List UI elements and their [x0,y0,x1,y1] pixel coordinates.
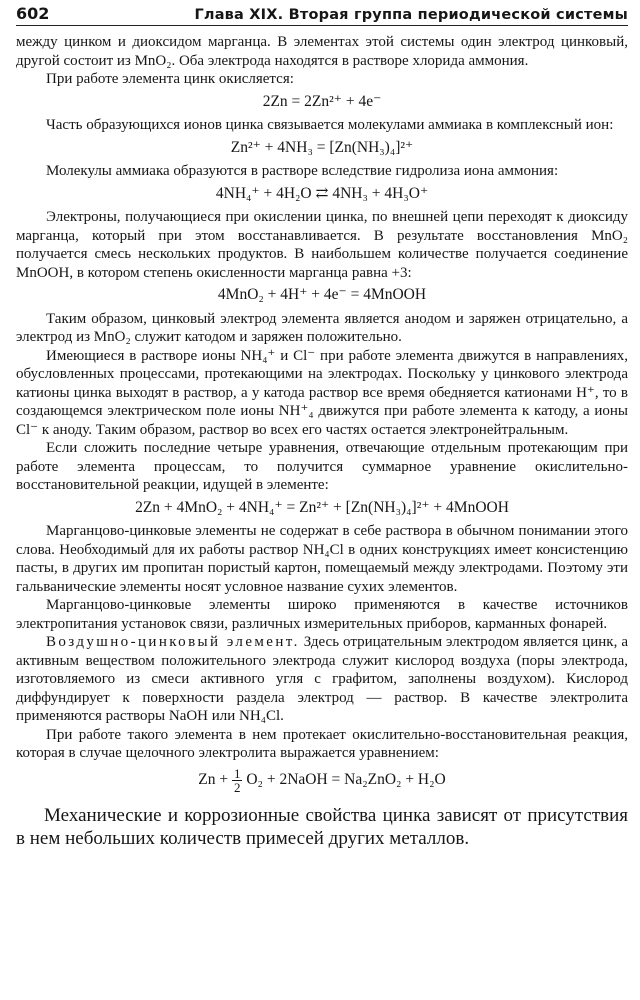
page-number: 602 [16,4,50,23]
large-print-paragraph: Механические и коррозионные свойства цинка зависят от присутствия в нем небольших количеств примесей других металлов. [16,804,628,849]
page-header [16,4,628,26]
equation-overall-reaction: 2Zn + 4MnO₂ + 4NH₄⁺ = Zn²⁺ + [Zn(NH₃)₄]²⁺ + 4MnOOH [135,498,509,516]
paragraph: При работе такого элемента в нем протекает окислительно-восстановительная реакция, которая в случае щелочного электролита выражается уравнением: [16,726,628,761]
paragraph: Если сложить последние четыре уравнения, отвечающие отдельным протекающим при работе элемента процессам, то получится суммарное уравнение окислительно-восстановительной реакции, идущей в элементе: [16,440,628,493]
paragraph: между цинком и диоксидом марганца. В элементах этой системы один электрод цинковый, другой состоит из MnO₂. Оба электрода находятся в растворе хлорида аммония. [16,34,628,69]
paragraph: Электроны, получающиеся при окислении цинка, по внешней цепи переходят к диоксиду марганца, который при этом восстанавливается. В результате восстановления MnO₂ получается смесь нескольких продуктов. В наибольшем количестве получается соединение MnOOH, в котором степень окисленности марганца равна +3: [16,209,628,281]
equation-part: Zn + [198,770,229,788]
chapter-title: Глава XIX. Вторая группа периодической системы [194,7,628,23]
paragraph: Часть образующихся ионов цинка связывается молекулами аммиака в комплексный ион: [46,117,614,133]
paragraph: Марганцово-цинковые элементы широко применяются в качестве источников электропитания установок связи, различных измерительных приборов, карманных фонарей. [16,597,628,632]
equation-part: O₂ + 2NaOH = Na₂ZnO₂ + H₂O [246,770,446,788]
equation-complex-ion: Zn²⁺ + 4NH₃ = [Zn(NH₃)₄]²⁺ [230,138,414,156]
equation-mno2-reduction: 4MnO₂ + 4H⁺ + 4e⁻ = 4MnOOH [217,286,427,303]
equation-zinc-oxidation: 2Zn = 2Zn²⁺ + 4e⁻ [262,92,382,110]
fraction-numerator: 1 [233,765,241,781]
equation-air-zinc [16,767,628,794]
paragraph [16,633,628,726]
paragraph: Таким образом, цинковый электрод элемента является анодом и заряжен отрицательно, а электрод из MnO₂ служит катодом и заряжен положительно. [16,310,628,345]
page-body [16,33,628,850]
equation-ammonium-hydrolysis: 4NH₄⁺ + 4H₂O ⇄ 4NH₃ + 4H₃O⁺ [215,184,429,202]
paragraph: Молекулы аммиака образуются в растворе вследствие гидролиза иона аммония: [46,163,559,179]
paragraph: Имеющиеся в растворе ионы NH₄⁺ и Cl⁻ при работе элемента движутся в направлениях, обусловленных процессами, протекающими на электродах. Поскольку у цинкового электрода катионы цинка выходят в раствор, а у катода раствор все время обедняется катионами H⁺, то в создающемся электрическом поле ионы NH⁺₄ движутся при работе элемента к катоду, а ионы Cl⁻ к аноду. Таким образом, раствор во всех его частях остается электронейтральным. [16,347,628,438]
paragraph-text: Здесь отрицательным электродом является цинк, а активным веществом положительного электрода служит кислород воздуха (поры электрода, изготовляемого из смеси активного угля с графитом, заполнены воздухом). Кислород диффундирует к поверхности раздела электрод — раствор. В качестве электролита применяются растворы NaOH или NH₄Cl. [16,634,629,724]
fraction [232,767,243,794]
spaced-term: Воздушно-цинковый элемент. [46,634,300,650]
paragraph: При работе элемента цинк окисляется: [46,71,294,87]
book-page [16,4,628,996]
paragraph: Марганцово-цинковые элементы не содержат в себе раствора в обычном понимании этого слова. Необходимый для их работы раствор NH₄Cl в одних конструкциях имеет консистенцию пасты, в других им пропитан пористый картон, помещаемый между электродами. Поэтому эти гальванические элементы носят условное название сухих элементов. [16,523,628,595]
fraction-denominator: 2 [233,779,241,795]
